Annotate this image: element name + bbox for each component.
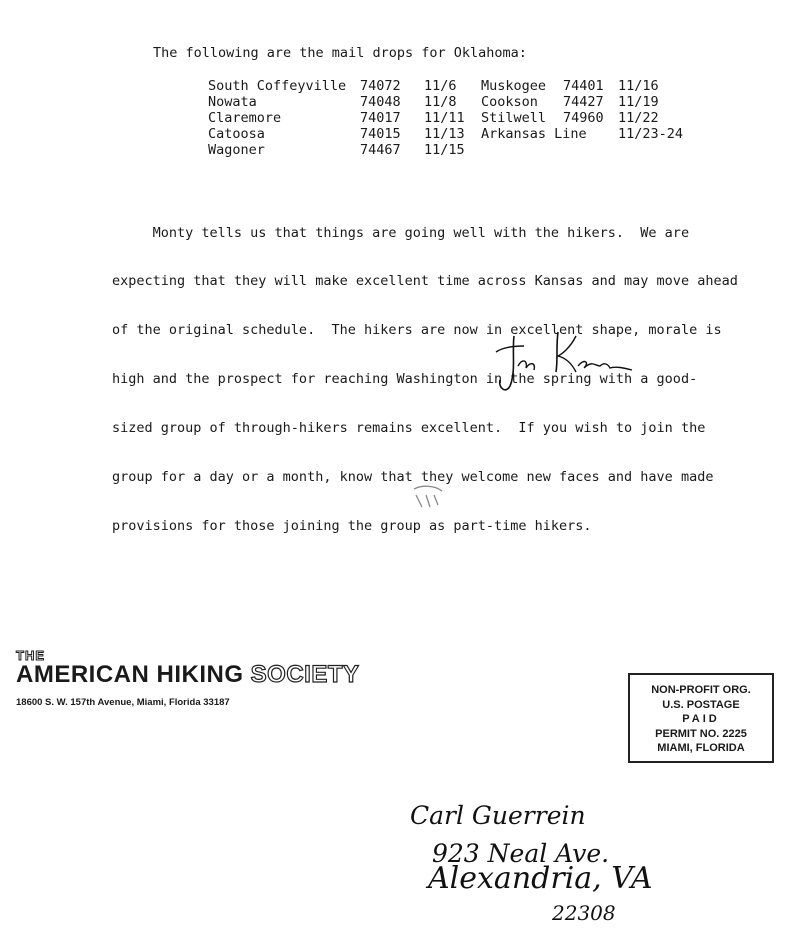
intro-text: The following are the mail drops for Oklahoma: bbox=[153, 45, 527, 61]
zip: 74017 bbox=[360, 110, 401, 126]
town: Arkansas Line bbox=[481, 126, 587, 142]
town: Claremore bbox=[208, 110, 282, 126]
town: Catoosa bbox=[208, 126, 265, 142]
town: Muskogee bbox=[481, 78, 547, 94]
paragraph-line: provisions for those joining the group as part-time hikers. bbox=[112, 517, 592, 534]
date: 11/8 bbox=[424, 94, 457, 110]
recipient-name: Carl Guerrein bbox=[410, 801, 586, 830]
zip: 74960 bbox=[563, 110, 604, 126]
paragraph-line: group for a day or a month, know that they welcome new faces and have made bbox=[112, 469, 714, 486]
postage-line: NON-PROFIT ORG. bbox=[651, 684, 751, 696]
recipient-street: 923 Neal Ave. bbox=[432, 839, 610, 868]
postage-paid: PAID bbox=[682, 713, 720, 725]
organization-address: 18600 S. W. 157th Avenue, Miami, Florida 33187 bbox=[16, 697, 230, 708]
organization-name-society: SOCIETY bbox=[250, 661, 360, 688]
zip: 74072 bbox=[360, 78, 401, 94]
town: Wagoner bbox=[208, 142, 265, 158]
paragraph-line: of the original schedule. The hikers are now in excellent shape, morale is bbox=[112, 322, 722, 339]
recipient-city: Alexandria, VA bbox=[428, 861, 653, 896]
town: Stilwell bbox=[481, 110, 547, 126]
date: 11/6 bbox=[424, 78, 457, 94]
date: 11/15 bbox=[424, 142, 465, 158]
paragraph-line: high and the prospect for reaching Washington in the spring with a good- bbox=[112, 371, 698, 388]
postage-permit: PERMIT NO. 2225 bbox=[655, 727, 747, 740]
date: 11/11 bbox=[424, 110, 465, 126]
date: 11/19 bbox=[618, 94, 659, 110]
postage-line: U.S. POSTAGE bbox=[662, 698, 740, 711]
paragraph-line: sized group of through-hikers remains excellent. If you wish to join the bbox=[112, 420, 706, 437]
zip: 74467 bbox=[360, 142, 401, 158]
paragraph-line: expecting that they will make excellent time across Kansas and may move ahead bbox=[112, 273, 738, 290]
recipient-zip: 22308 bbox=[552, 901, 616, 925]
date: 11/16 bbox=[618, 78, 659, 94]
zip: 74427 bbox=[563, 94, 604, 110]
zip: 74015 bbox=[360, 126, 401, 142]
town: Cookson bbox=[481, 94, 538, 110]
zip: 74048 bbox=[360, 94, 401, 110]
town: South Coffeyville bbox=[208, 78, 347, 94]
logo-the: THE bbox=[16, 648, 45, 663]
paragraph-line: Monty tells us that things are going well with the hikers. We are bbox=[112, 224, 690, 241]
postage-city: MIAMI, FLORIDA bbox=[657, 742, 745, 754]
organization-name-main: AMERICAN HIKING bbox=[16, 661, 244, 688]
zip: 74401 bbox=[563, 78, 604, 94]
date: 11/22 bbox=[618, 110, 659, 126]
town: Nowata bbox=[208, 94, 257, 110]
date: 11/13 bbox=[424, 126, 465, 142]
date: 11/23-24 bbox=[618, 126, 684, 142]
